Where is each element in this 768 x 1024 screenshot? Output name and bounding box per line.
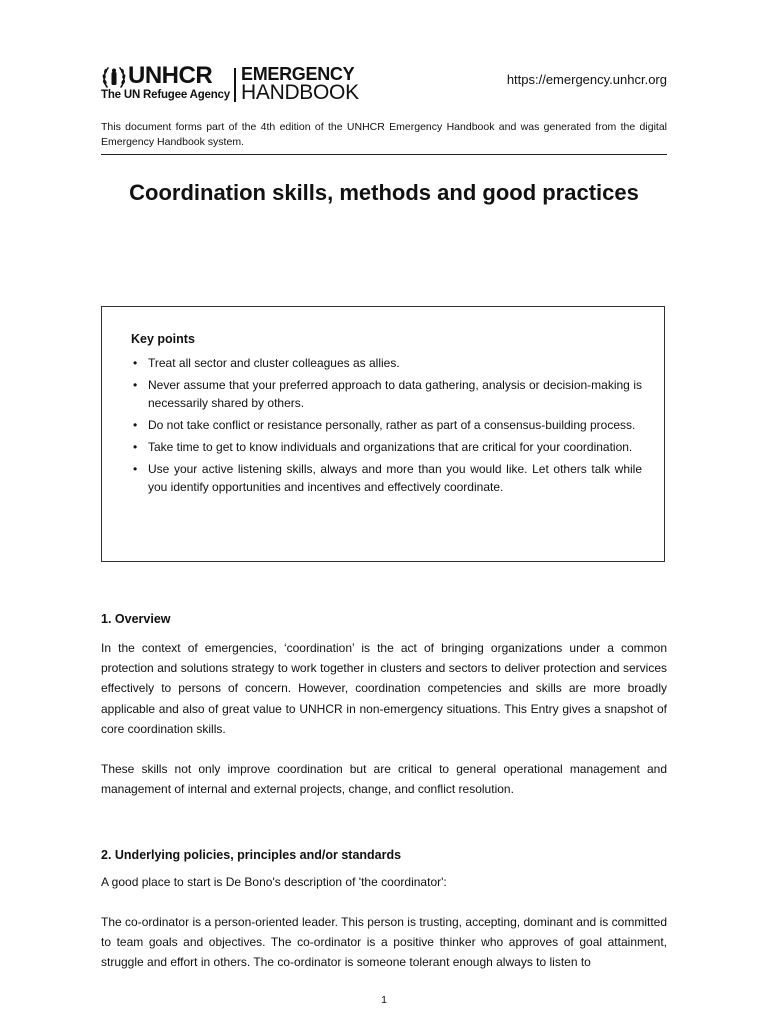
- bullet-icon: •: [133, 418, 138, 432]
- key-point-text: Do not take conflict or resistance personally, rather as part of a consensus-building process.: [148, 418, 636, 432]
- key-point-item: [131, 376, 642, 412]
- site-url: https://emergency.unhcr.org: [506, 72, 667, 87]
- key-point-text: Treat all sector and cluster colleagues as allies.: [148, 356, 400, 370]
- bullet-icon: •: [133, 440, 138, 454]
- section-heading-overview: 1. Overview: [101, 612, 171, 626]
- key-points-heading: Key points: [131, 332, 195, 346]
- section-heading-policies: 2. Underlying policies, principles and/or standards: [101, 848, 402, 862]
- logo-tagline: The UN Refugee Agency: [101, 89, 230, 101]
- page-number: 1: [381, 994, 387, 1006]
- key-points-list: [131, 354, 642, 500]
- logo-product-line1: EMERGENCY: [241, 64, 355, 84]
- logo-product-line2: HANDBOOK: [241, 81, 359, 104]
- policies-paragraph: The co-ordinator is a person-oriented leader. This person is trusting, accepting, dominant and is committed to team goals and objectives. The co-ordinator is a positive thinker who approves of goal attainment, struggle and effort in others. The co-ordinator is someone tolerant enough always to listen to: [101, 915, 667, 970]
- document-header: [101, 64, 667, 106]
- bullet-icon: •: [133, 356, 138, 370]
- key-point-item: [131, 438, 642, 456]
- policies-paragraph: A good place to start is De Bono's description of 'the coordinator':: [101, 875, 447, 889]
- logo-org-name: UNHCR: [128, 62, 213, 89]
- key-point-item: [131, 354, 642, 372]
- bullet-icon: •: [133, 378, 138, 392]
- unhcr-emergency-handbook-logo: [101, 64, 361, 104]
- bullet-icon: •: [133, 462, 138, 476]
- logo-divider: [234, 68, 236, 102]
- key-points-box: [101, 306, 665, 562]
- overview-paragraph: In the context of emergencies, ‘coordination’ is the act of bringing organizations under a common protection and solutions strategy to work together in clusters and sectors to deliver protection and services effectively to persons of concern. However, coordination competencies and skills are more broadly applicable and also of great value to UNHCR in non-emergency situations. This Entry gives a snapshot of core coordination skills.: [101, 641, 667, 736]
- overview-paragraph: These skills not only improve coordination but are critical to general operational management and management of internal and external projects, change, and conflict resolution.: [101, 762, 667, 797]
- unhcr-emblem-icon: [101, 66, 131, 88]
- key-point-text: Use your active listening skills, always and more than you would like. Let others talk while you identify opportunities and incentives and effectively coordinate.: [148, 462, 642, 494]
- document-title: Coordination skills, methods and good practices: [129, 180, 639, 205]
- key-point-item: [131, 416, 642, 434]
- key-point-text: Never assume that your preferred approach to data gathering, analysis or decision-making is necessarily shared by others.: [148, 378, 642, 410]
- key-point-item: [131, 460, 642, 496]
- generation-note: This document forms part of the 4th edition of the UNHCR Emergency Handbook and was generated from the digital Emergency Handbook system.: [101, 121, 667, 148]
- header-divider: [101, 154, 667, 155]
- key-point-text: Take time to get to know individuals and organizations that are critical for your coordination.: [148, 440, 633, 454]
